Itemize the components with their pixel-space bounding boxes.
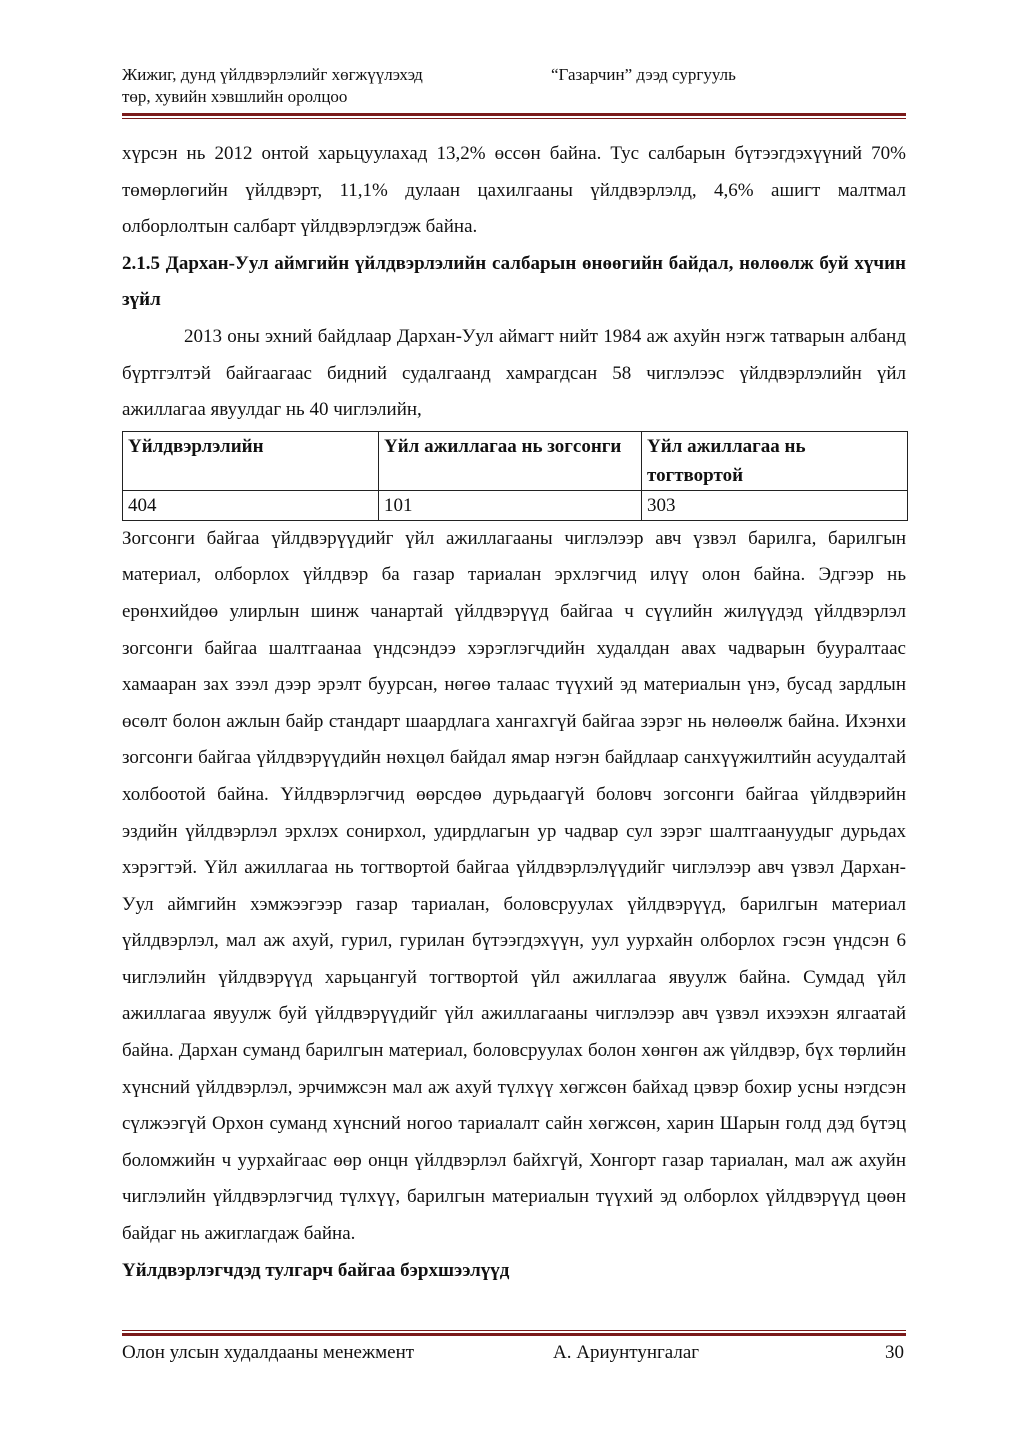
table-header-cell: Үйл ажиллагаа нь зогсонги — [379, 431, 642, 490]
table-cell: 404 — [123, 490, 379, 520]
header-institution: “Газарчин” дээд сургууль — [551, 65, 736, 84]
table-cell: 303 — [642, 490, 908, 520]
footer-rule-thick — [122, 1333, 906, 1336]
paragraph-2: 2013 оны эхний байдлаар Дархан-Уул аймагт нийт 1984 аж ахуйн нэгж татварын албанд бүртгэлтэй байгаагаас бидний судалгаанд хамрагдсан 58 чиглэлээс үйлдвэрлэлийн үйл ажиллагаа явуулдаг нь 40 чиглэлийн, — [122, 325, 906, 421]
header-topic-line1: Жижиг, дунд үйлдвэрлэлийг хөгжүүлэхэд — [122, 65, 423, 84]
body-content — [122, 136, 906, 1289]
footer-author: А. Ариунтунгалаг — [553, 1342, 700, 1363]
header-rule-thin — [122, 118, 906, 119]
page-number: 30 — [885, 1342, 904, 1363]
table-header-cell: Үйл ажиллагаа нь тогтвортой — [642, 431, 908, 490]
enterprise-table — [122, 431, 908, 521]
paragraph-1: хүрсэн нь 2012 онтой харьцуулахад 13,2% өссөн байна. Тус салбарын бүтээгдэхүүний 70% төмөрлөгийн үйлдвэрт, 11,1% дулаан цахилгааны үйлдвэрлэлд, 4,6% ашигт малтмал олборлолтын салбарт үйлдвэрлэгдэж байна. — [122, 143, 906, 238]
table-row — [123, 490, 908, 520]
header-left — [122, 64, 423, 108]
header-topic-line2: төр, хувийн хэвшлийн оролцоо — [122, 87, 348, 106]
table-cell: 101 — [379, 490, 642, 520]
header-rule-thick — [122, 113, 906, 116]
section-heading: 2.1.5 Дархан-Уул аймгийн үйлдвэрлэлийн салбарын өнөөгийн байдал, нөлөөлж буй хүчин зүйл — [122, 252, 906, 311]
footer-course: Олон улсын худалдааны менежмент — [122, 1342, 415, 1363]
subsection-heading: Үйлдвэрлэгчдэд тулгарч байгаа бэрхшээлүүд — [122, 1259, 510, 1281]
footer-rule-thin — [122, 1330, 906, 1331]
table-header-cell: Үйлдвэрлэлийн — [123, 431, 379, 490]
paragraph-3: Зогсонги байгаа үйлдвэрүүдийг үйл ажиллагааны чиглэлээр авч үзвэл барилга, барилгын материал, олборлох үйлдвэр ба газар тариалан эрхлэгчид илүү олон байна. Эдгээр нь ерөнхийдөө улирлын шинж чанартай үйлдвэрүүд байгаа ч сүүлийн жилүүдэд үйлдвэрлэл зогсонги байгаа шалтгаанаа үндсэндээ хэрэглэгчдийн худалдан авах чадварын бууралтаас хамааран зах зээл дээр эрэлт буурсан, нөгөө талаас түүхий эд материалын үнэ, бусад зардлын өсөлт болон ажлын байр стандарт шаардлага хангахгүй байгаа зэрэг нь нөлөөлж байна. Ихэнхи зогсонги байгаа үйлдвэрүүдийн нөхцөл байдал ямар нэгэн байдлаар санхүүжилтийн асуудалтай холбоотой байна. Үйлдвэрлэгчид өөрсдөө дурьдаагүй боловч зогсонги байгаа үйлдвэрийн эздийн үйлдвэрлэл эрхлэх сонирхол, удирдлагын ур чадвар сул зэрэг шалтгаануудыг дурьдах хэрэгтэй. Үйл ажиллагаа нь тогтвортой байгаа үйлдвэрлэлүүдийг чиглэлээр авч үзвэл Дархан-Уул аймгийн хэмжээгээр газар тариалан, боловсруулах үйлдвэрүүд, барилгын материал үйлдвэрлэл, мал аж ахуй, гурил, гурилан бүтээгдэхүүн, уул уурхайн олборлох гэсэн үндсэн 6 чиглэлийн үйлдвэрүүд харьцангуй тогтвортой үйл ажиллагаа явуулж байна. Сумдад үйл ажиллагаа явуулж буй үйлдвэрүүдийг үйл ажиллагааны чиглэлээр авч үзвэл ихээхэн ялгаатай байна. Дархан суманд барилгын материал, боловсруулах болон хөнгөн аж үйлдвэр, бүх төрлийн хүнсний үйлдвэрлэл, эрчимжсэн мал аж ахуй түлхүү хөгжсөн байхад цэвэр бохир усны нэгдсэн сүлжээгүй Орхон суманд хүнсний ногоо тариалалт сайн хөгжсөн, харин Шарын голд дэд бүтэц боломжийн ч уурхайгаас өөр онцн үйлдвэрлэл байхгүй, Хонгорт газар тариалан, мал аж ахуйн чиглэлийн үйлдвэрлэгчид түлхүү, барилгын материалын түүхий эд олборлох үйлдвэрүүд цөөн байдаг нь ажиглагдаж байна. — [122, 527, 906, 1245]
table-header-row — [123, 431, 908, 490]
